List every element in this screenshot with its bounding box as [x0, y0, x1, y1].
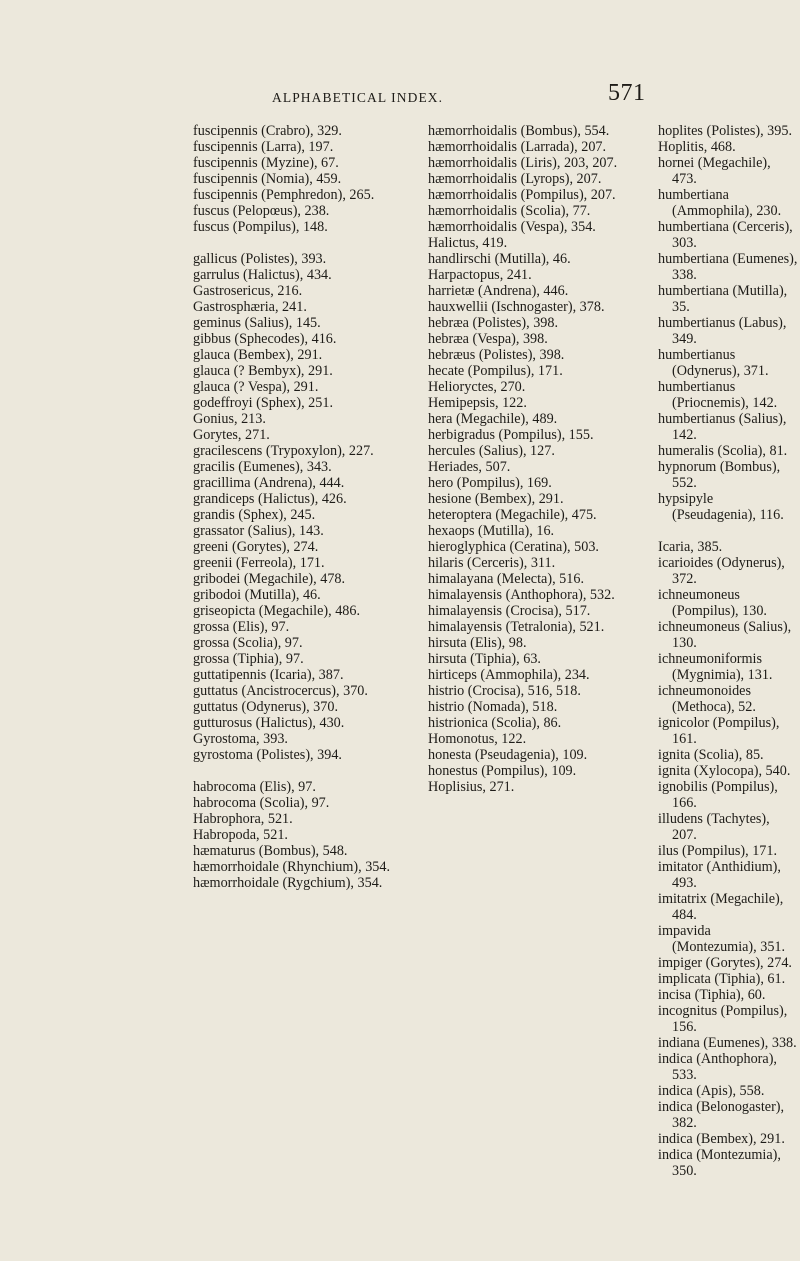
index-entry: hauxwellii (Ischnogaster), 378.	[428, 299, 605, 315]
index-column-2	[428, 123, 643, 795]
index-entry: fuscus (Pelopœus), 238.	[193, 203, 330, 219]
index-entry: himalayensis (Anthophora), 532.	[428, 587, 615, 603]
index-entry: Gastrosericus, 216.	[193, 283, 303, 299]
index-entry: Gastrosphæria, 241.	[193, 299, 307, 315]
index-entry: Homonotus, 122.	[428, 731, 527, 747]
index-entry: griseopicta (Megachile), 486.	[193, 603, 361, 619]
index-entry: hirsuta (Tiphia), 63.	[428, 651, 541, 667]
index-entry: humeralis (Scolia), 81.	[658, 443, 788, 459]
index-entry: Halictus, 419.	[428, 235, 508, 251]
index-entry: Gonius, 213.	[193, 411, 266, 427]
index-entry: gutturosus (Halictus), 430.	[193, 715, 345, 731]
index-entry: histrionica (Scolia), 86.	[428, 715, 562, 731]
index-entry: hypsipyle (Pseudagenia), 116.	[658, 491, 784, 523]
index-entry: humbertianus (Priocnemis), 142.	[658, 379, 778, 411]
index-entry: gribodei (Megachile), 478.	[193, 571, 346, 587]
index-entry: gribodoi (Mutilla), 46.	[193, 587, 321, 603]
index-entry: guttatipennis (Icaria), 387.	[193, 667, 344, 683]
index-entry: incisa (Tiphia), 60.	[658, 987, 766, 1003]
index-entry: Icaria, 385.	[658, 539, 723, 555]
index-entry: gallicus (Polistes), 393.	[193, 251, 327, 267]
index-column-1	[193, 123, 413, 891]
index-entry: hæmaturus (Bombus), 548.	[193, 843, 348, 859]
index-entry: gibbus (Sphecodes), 416.	[193, 331, 337, 347]
index-entry: himalayensis (Crocisa), 517.	[428, 603, 591, 619]
index-entry: fuscipennis (Nomia), 459.	[193, 171, 342, 187]
index-entry: grossa (Scolia), 97.	[193, 635, 303, 651]
index-entry: gracilescens (Trypoxylon), 227.	[193, 443, 374, 459]
index-entry: geminus (Salius), 145.	[193, 315, 321, 331]
index-entry: hebræus (Polistes), 398.	[428, 347, 565, 363]
index-entry: hæmorrhoidalis (Scolia), 77.	[428, 203, 591, 219]
index-entry: glauca (Bembex), 291.	[193, 347, 323, 363]
index-entry: hæmorrhoidalis (Larrada), 207.	[428, 139, 607, 155]
index-entry: hercules (Salius), 127.	[428, 443, 555, 459]
index-entry: hæmorrhoidalis (Vespa), 354.	[428, 219, 596, 235]
index-entry: hero (Pompilus), 169.	[428, 475, 552, 491]
index-entry: hebræa (Vespa), 398.	[428, 331, 548, 347]
letter-group-gap	[193, 763, 413, 779]
index-entry: grossa (Elis), 97.	[193, 619, 290, 635]
index-entry: Habrophora, 521.	[193, 811, 293, 827]
index-entry: fuscus (Pompilus), 148.	[193, 219, 328, 235]
index-entry: grandis (Sphex), 245.	[193, 507, 316, 523]
index-entry: hilaris (Cerceris), 311.	[428, 555, 556, 571]
index-entry: hieroglyphica (Ceratina), 503.	[428, 539, 599, 555]
index-entry: imitator (Anthidium), 493.	[658, 859, 781, 891]
index-entry: indica (Anthophora), 533.	[658, 1051, 777, 1083]
index-entry: hebræa (Polistes), 398.	[428, 315, 559, 331]
index-entry: histrio (Nomada), 518.	[428, 699, 558, 715]
index-entry: himalayensis (Tetralonia), 521.	[428, 619, 605, 635]
index-entry: herbigradus (Pompilus), 155.	[428, 427, 594, 443]
index-entry: ichneumoneus (Pompilus), 130.	[658, 587, 767, 619]
index-entry: incognitus (Pompilus), 156.	[658, 1003, 788, 1035]
index-entry: habrocoma (Elis), 97.	[193, 779, 316, 795]
letter-group-gap	[193, 235, 413, 251]
index-entry: indica (Belonogaster), 382.	[658, 1099, 785, 1131]
index-column-3	[658, 123, 798, 1179]
index-entry: Hoplisius, 271.	[428, 779, 515, 795]
index-entry: humbertianus (Odynerus), 371.	[658, 347, 769, 379]
index-entry: grandiceps (Halictus), 426.	[193, 491, 347, 507]
index-entry: guttatus (Ancistrocercus), 370.	[193, 683, 368, 699]
index-entry: ichneumoneus (Salius), 130.	[658, 619, 792, 651]
index-entry: hæmorrhoidalis (Lyrops), 207.	[428, 171, 602, 187]
index-entry: impiger (Gorytes), 274.	[658, 955, 792, 971]
letter-group-gap	[658, 523, 798, 539]
index-entry: himalayana (Melecta), 516.	[428, 571, 584, 587]
index-entry: hexaops (Mutilla), 16.	[428, 523, 555, 539]
index-entry: indiana (Eumenes), 338.	[658, 1035, 797, 1051]
index-entry: Hemipepsis, 122.	[428, 395, 527, 411]
index-entry: heteroptera (Megachile), 475.	[428, 507, 597, 523]
index-entry: hæmorrhoidale (Rygchium), 354.	[193, 875, 383, 891]
index-entry: illudens (Tachytes), 207.	[658, 811, 770, 843]
index-entry: hoplites (Polistes), 395.	[658, 123, 792, 139]
index-entry: humbertiana (Cerceris), 303.	[658, 219, 793, 251]
index-entry: impavida (Montezumia), 351.	[658, 923, 786, 955]
index-entry: grossa (Tiphia), 97.	[193, 651, 304, 667]
index-entry: fuscipennis (Pemphredon), 265.	[193, 187, 375, 203]
index-entry: humbertianus (Labus), 349.	[658, 315, 787, 347]
index-entry: indica (Montezumia), 350.	[658, 1147, 781, 1179]
index-entry: handlirschi (Mutilla), 46.	[428, 251, 571, 267]
index-entry: imitatrix (Megachile), 484.	[658, 891, 784, 923]
index-entry: ichneumoniformis (Mygnimia), 131.	[658, 651, 773, 683]
index-entry: habrocoma (Scolia), 97.	[193, 795, 330, 811]
index-entry: ignicolor (Pompilus), 161.	[658, 715, 780, 747]
index-entry: ignobilis (Pompilus), 166.	[658, 779, 778, 811]
index-entry: hæmorrhoidalis (Pompilus), 207.	[428, 187, 616, 203]
index-entry: glauca (? Bembyx), 291.	[193, 363, 333, 379]
index-entry: honestus (Pompilus), 109.	[428, 763, 577, 779]
page-number: 571	[608, 80, 646, 106]
index-entry: gracilis (Eumenes), 343.	[193, 459, 332, 475]
index-entry: implicata (Tiphia), 61.	[658, 971, 786, 987]
index-entry: hæmorrhoidalis (Bombus), 554.	[428, 123, 610, 139]
index-entry: hesione (Bembex), 291.	[428, 491, 564, 507]
index-entry: hornei (Megachile), 473.	[658, 155, 771, 187]
index-entry: humbertianus (Salius), 142.	[658, 411, 787, 443]
index-entry: indica (Bembex), 291.	[658, 1131, 785, 1147]
index-entry: fuscipennis (Crabro), 329.	[193, 123, 342, 139]
running-title: ALPHABETICAL INDEX.	[272, 90, 444, 105]
index-entry: glauca (? Vespa), 291.	[193, 379, 319, 395]
index-entry: Helioryctes, 270.	[428, 379, 526, 395]
index-entry: fuscipennis (Larra), 197.	[193, 139, 334, 155]
index-entry: icarioides (Odynerus), 372.	[658, 555, 785, 587]
index-entry: histrio (Crocisa), 516, 518.	[428, 683, 581, 699]
index-entry: garrulus (Halictus), 434.	[193, 267, 332, 283]
index-entry: honesta (Pseudagenia), 109.	[428, 747, 588, 763]
index-entry: humbertiana (Mutilla), 35.	[658, 283, 788, 315]
index-entry: humbertiana (Eumenes), 338.	[658, 251, 798, 283]
index-entry: hæmorrhoidalis (Liris), 203, 207.	[428, 155, 618, 171]
index-entry: gracillima (Andrena), 444.	[193, 475, 345, 491]
index-entry: harrietæ (Andrena), 446.	[428, 283, 569, 299]
index-entry: hypnorum (Bombus), 552.	[658, 459, 781, 491]
index-entry: grassator (Salius), 143.	[193, 523, 324, 539]
index-entry: hecate (Pompilus), 171.	[428, 363, 563, 379]
index-entry: Gorytes, 271.	[193, 427, 270, 443]
index-entry: Gyrostoma, 393.	[193, 731, 288, 747]
index-entry: godeffroyi (Sphex), 251.	[193, 395, 334, 411]
index-entry: indica (Apis), 558.	[658, 1083, 765, 1099]
index-entry: greeni (Gorytes), 274.	[193, 539, 319, 555]
index-entry: Hoplitis, 468.	[658, 139, 736, 155]
index-entry: Habropoda, 521.	[193, 827, 288, 843]
index-entry: hæmorrhoidale (Rhynchium), 354.	[193, 859, 391, 875]
index-entry: ignita (Xylocopa), 540.	[658, 763, 791, 779]
index-entry: Heriades, 507.	[428, 459, 511, 475]
index-entry: hera (Megachile), 489.	[428, 411, 558, 427]
index-entry: greenii (Ferreola), 171.	[193, 555, 325, 571]
page-header	[0, 80, 800, 110]
index-entry: guttatus (Odynerus), 370.	[193, 699, 339, 715]
index-entry: ichneumonoides (Methoca), 52.	[658, 683, 756, 715]
index-entry: Harpactopus, 241.	[428, 267, 532, 283]
index-entry: humbertiana (Ammophila), 230.	[658, 187, 782, 219]
index-entry: hirticeps (Ammophila), 234.	[428, 667, 590, 683]
index-entry: ignita (Scolia), 85.	[658, 747, 764, 763]
index-entry: hirsuta (Elis), 98.	[428, 635, 527, 651]
index-entry: gyrostoma (Polistes), 394.	[193, 747, 342, 763]
index-entry: fuscipennis (Myzine), 67.	[193, 155, 339, 171]
index-entry: ilus (Pompilus), 171.	[658, 843, 778, 859]
